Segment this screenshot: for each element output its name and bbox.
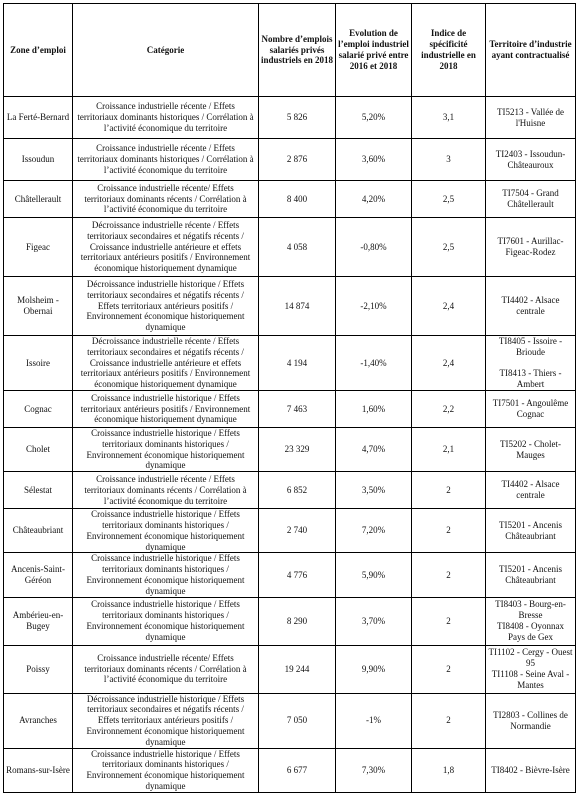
- territoire-entry: TI8408 - Oyonnax Pays de Gex: [497, 621, 564, 642]
- table-row: [4, 277, 576, 336]
- indice-cell: 2: [412, 597, 486, 645]
- indice-cell: 1,8: [412, 748, 486, 792]
- zone-cell: Avranches: [4, 693, 73, 748]
- territoire-cell: TI5201 - Ancenis Châteaubriant: [486, 553, 576, 597]
- territoire-cell: TI5202 - Cholet-Mauges: [486, 427, 576, 471]
- nombre-cell: 6 852: [259, 472, 336, 509]
- zone-cell: Figeac: [4, 218, 73, 277]
- evolution-cell: 3,60%: [336, 139, 412, 181]
- indice-cell: 2: [412, 693, 486, 748]
- indice-cell: 2,4: [412, 336, 486, 391]
- indice-cell: 2: [412, 553, 486, 597]
- categorie-cell: Croissance industrielle historique / Effets territoriaux dominants historiques / Environnement économique historiquement dynamique: [73, 748, 259, 792]
- table-row: [4, 597, 576, 645]
- territoire-entry: TI8405 - Issoire - Brioude: [498, 336, 563, 358]
- industrial-zones-table: [3, 3, 576, 793]
- territoire-cell: TI7601 - Aurillac-Figeac-Rodez: [486, 218, 576, 277]
- evolution-cell: 5,20%: [336, 97, 412, 139]
- territoire-cell: TI7501 - Angoulême Cognac: [486, 390, 576, 427]
- evolution-cell: 3,50%: [336, 472, 412, 509]
- categorie-cell: Croissance industrielle récente/ Effets territoriaux dominants récents / Corrélation à l’activité économique du territoire: [73, 645, 259, 693]
- territoire-cell: TI5201 - Ancenis Châteaubriant: [486, 509, 576, 553]
- zone-cell: Issoudun: [4, 139, 73, 181]
- indice-cell: 2,4: [412, 277, 486, 336]
- header-indice: Indice de spécificité industrielle en 2018: [412, 4, 486, 97]
- indice-cell: 2,5: [412, 181, 486, 218]
- territoire-cell: TI4402 - Alsace centrale: [486, 277, 576, 336]
- nombre-cell: 2 876: [259, 139, 336, 181]
- evolution-cell: -1,40%: [336, 336, 412, 391]
- evolution-cell: 1,60%: [336, 390, 412, 427]
- evolution-cell: 5,90%: [336, 553, 412, 597]
- evolution-cell: -2,10%: [336, 277, 412, 336]
- territoire-cell: [486, 597, 576, 645]
- categorie-cell: Croissance industrielle récente/ Effets territoriaux dominants récents / Corrélation à l’activité économique du territoire: [73, 181, 259, 218]
- territoire-cell: TI2803 - Collines de Normandie: [486, 693, 576, 748]
- table-row: [4, 693, 576, 748]
- header-categorie: Catégorie: [73, 4, 259, 97]
- territoire-cell: [486, 336, 576, 391]
- nombre-cell: 4 776: [259, 553, 336, 597]
- header-territoire: Territoire d’industrie ayant contractualisé: [486, 4, 576, 97]
- table-row: [4, 427, 576, 471]
- nombre-cell: 8 400: [259, 181, 336, 218]
- territoire-entry: TI1102 - Cergy - Ouest 95: [488, 647, 573, 669]
- territoire-entry: TI1108 - Seine Aval - Mantes: [491, 669, 570, 690]
- evolution-cell: 4,70%: [336, 427, 412, 471]
- categorie-cell: Croissance industrielle historique / Effets territoriaux dominants historiques / Environnement économique historiquement dynamique: [73, 553, 259, 597]
- indice-cell: 2: [412, 472, 486, 509]
- indice-cell: 2,5: [412, 218, 486, 277]
- table-row: [4, 181, 576, 218]
- territoire-cell: TI7504 - Grand Châtellerault: [486, 181, 576, 218]
- header-nombre: Nombre d’emplois salariés privés industriels en 2018: [259, 4, 336, 97]
- table-row: [4, 472, 576, 509]
- categorie-cell: Décroissance industrielle récente / Effets territoriaux secondaires et négatifs récents / Croissance industrielle antérieure et effets territoriaux antérieurs positifs / Environnement économique historiquement dynamique: [73, 336, 259, 391]
- zone-cell: Ancenis-Saint-Géréon: [4, 553, 73, 597]
- table-body: [4, 97, 576, 793]
- nombre-cell: 2 740: [259, 509, 336, 553]
- territoire-cell: TI4402 - Alsace centrale: [486, 472, 576, 509]
- table-row: [4, 97, 576, 139]
- zone-cell: Châteaubriant: [4, 509, 73, 553]
- table-row: [4, 645, 576, 693]
- categorie-cell: Croissance industrielle historique / Effets territoriaux antérieurs positifs / Environnement économique historiquement dynamique: [73, 390, 259, 427]
- nombre-cell: 4 194: [259, 336, 336, 391]
- indice-cell: 3,1: [412, 97, 486, 139]
- indice-cell: 2,1: [412, 427, 486, 471]
- territoire-cell: TI5213 - Vallée de l'Huisne: [486, 97, 576, 139]
- indice-cell: 3: [412, 139, 486, 181]
- categorie-cell: Décroissance industrielle historique / Effets territoriaux secondaires et négatifs récents / Effets territoriaux antérieurs positifs / Environnement économique historiquement dynamique: [73, 693, 259, 748]
- zone-cell: Poissy: [4, 645, 73, 693]
- territoire-cell: TI2403 - Issoudun-Châteauroux: [486, 139, 576, 181]
- zone-cell: Romans-sur-Isère: [4, 748, 73, 792]
- header-zone: Zone d’emploi: [4, 4, 73, 97]
- table-row: [4, 336, 576, 391]
- indice-cell: 2: [412, 645, 486, 693]
- nombre-cell: 23 329: [259, 427, 336, 471]
- nombre-cell: 7 050: [259, 693, 336, 748]
- zone-cell: Molsheim - Obernai: [4, 277, 73, 336]
- categorie-cell: Croissance industrielle récente / Effets territoriaux dominants historiques / Corrélation à l’activité économique du territoire: [73, 97, 259, 139]
- territoire-cell: [486, 645, 576, 693]
- nombre-cell: 7 463: [259, 390, 336, 427]
- indice-cell: 2,2: [412, 390, 486, 427]
- table-row: [4, 748, 576, 792]
- zone-cell: Cognac: [4, 390, 73, 427]
- indice-cell: 2: [412, 509, 486, 553]
- categorie-cell: Croissance industrielle historique / Effets territoriaux dominants historiques / Environnement économique historiquement dynamique: [73, 509, 259, 553]
- evolution-cell: 3,70%: [336, 597, 412, 645]
- zone-cell: Ambérieu-en-Bugey: [4, 597, 73, 645]
- table-row: [4, 553, 576, 597]
- zone-cell: Issoire: [4, 336, 73, 391]
- nombre-cell: 19 244: [259, 645, 336, 693]
- table-row: [4, 218, 576, 277]
- evolution-cell: -0,80%: [336, 218, 412, 277]
- territoire-entry: TI8403 - Bourg-en-Bresse: [495, 599, 566, 621]
- categorie-cell: Décroissance industrielle récente / Effets territoriaux secondaires et négatifs récents / Croissance industrielle antérieure et effets territoriaux antérieurs positifs / Environnement économique historiquement dynamique: [73, 218, 259, 277]
- table-row: [4, 390, 576, 427]
- evolution-cell: 7,20%: [336, 509, 412, 553]
- categorie-cell: Décroissance industrielle historique / Effets territoriaux secondaires et négatifs récents / Effets territoriaux antérieurs positifs / Environnement économique historiquement dynamique: [73, 277, 259, 336]
- nombre-cell: 6 677: [259, 748, 336, 792]
- evolution-cell: 7,30%: [336, 748, 412, 792]
- nombre-cell: 14 874: [259, 277, 336, 336]
- categorie-cell: Croissance industrielle historique / Effets territoriaux dominants historiques / Environnement économique historiquement dynamique: [73, 427, 259, 471]
- header-row: [4, 4, 576, 97]
- evolution-cell: 4,20%: [336, 181, 412, 218]
- zone-cell: Sélestat: [4, 472, 73, 509]
- categorie-cell: Croissance industrielle historique / Effets territoriaux dominants historiques / Environnement économique historiquement dynamique: [73, 597, 259, 645]
- categorie-cell: Croissance industrielle récente / Effets territoriaux dominants récents / Corrélation à l’activité économique du territoire: [73, 472, 259, 509]
- table-row: [4, 139, 576, 181]
- territoire-cell: TI8402 - Bièvre-Isère: [486, 748, 576, 792]
- zone-cell: Châtellerault: [4, 181, 73, 218]
- zone-cell: Cholet: [4, 427, 73, 471]
- territoire-entry: TI8413 - Thiers - Ambert: [499, 367, 562, 389]
- zone-cell: La Ferté-Bernard: [4, 97, 73, 139]
- nombre-cell: 5 826: [259, 97, 336, 139]
- evolution-cell: 9,90%: [336, 645, 412, 693]
- header-evolution: Evolution de l’emploi industriel salarié privé entre 2016 et 2018: [336, 4, 412, 97]
- categorie-cell: Croissance industrielle récente / Effets territoriaux dominants historiques / Corrélation à l’activité économique du territoire: [73, 139, 259, 181]
- nombre-cell: 4 058: [259, 218, 336, 277]
- table-row: [4, 509, 576, 553]
- nombre-cell: 8 290: [259, 597, 336, 645]
- evolution-cell: -1%: [336, 693, 412, 748]
